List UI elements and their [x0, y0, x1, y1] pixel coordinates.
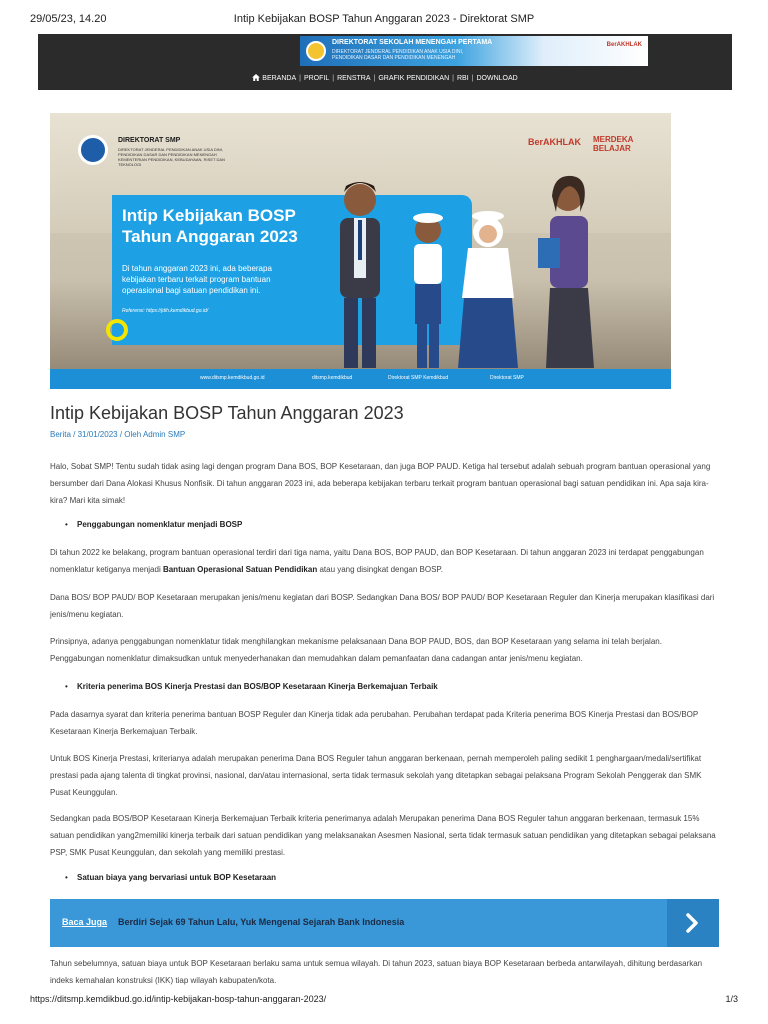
nav-item-renstra[interactable]: RENSTRA	[337, 75, 371, 82]
read-also-link[interactable]: Berdiri Sejak 69 Tahun Lalu, Yuk Mengenal Sejarah Bank Indonesia	[118, 917, 405, 927]
read-also-box[interactable]	[50, 899, 719, 947]
hero-footer-youtube: Direktorat SMP	[490, 375, 524, 381]
print-header	[0, 0, 768, 30]
hero-image	[50, 113, 671, 389]
print-page-number: 1/3	[725, 994, 738, 1004]
hero-org-name: DIREKTORAT SMP	[118, 137, 181, 144]
print-footer	[0, 994, 768, 1014]
site-header	[38, 34, 732, 90]
nav-item-beranda[interactable]	[252, 74, 296, 82]
chevron-right-icon	[667, 899, 719, 947]
paragraph-intro: Halo, Sobat SMP! Tentu sudah tidak asing lagi dengan program Dana BOS, BOP Kesetaraan, dan juga BOP PAUD. Ketiga hal tersebut adalah sebuah program bantuan operasional yang bersumber dari Dana Alokasi Khusus Nonfisik. Di tahun anggaran 2023 ini, ada beberapa kebijakan terbaru terkait program bantuan operasional bagi satuan pendidikan ini. Apa saja kira-kira? Mari kita simak!	[50, 462, 711, 505]
hero-org-subtitle: DIREKTORAT JENDERAL PENDIDIKAN ANAK USIA DINI, PENDIDIKAN DASAR DAN PENDIDIKAN MENENGAH KEMENTERIAN PENDIDIKAN, KEBUDAYAAN, RISET DAN TEKNOLOGI	[118, 147, 225, 167]
nav-item-grafik-pendidikan[interactable]: GRAFIK PENDIDIKAN	[378, 75, 450, 82]
hero-footer-website: www.ditsmp.kemdikbud.go.id	[200, 375, 265, 381]
banner-badge: BerAKHLAK	[606, 42, 642, 48]
paragraph-satuan-biaya: Tahun sebelumnya, satuan biaya untuk BOP Kesetaraan berlaku sama untuk semua wilayah. Di tahun 2023, satuan biaya BOP Kesetaraan berbeda antarwilayah, dihitung berdasarkan indeks kemahalan konstruksi (IKK) tiap wilayah kabupaten/kota.	[50, 959, 703, 985]
banner-title: DIREKTORAT SEKOLAH MENENGAH PERTAMA	[332, 39, 493, 46]
paragraph-jenis-menu: Dana BOS/ BOP PAUD/ BOP Kesetaraan merupakan jenis/menu kegiatan dari BOSP. Sedangkan Dana BOS/ BOP PAUD/ BOP Kesetaraan Reguler dan Kinerja merupakan klasifikasi dari jenis/menu kegiatan.	[50, 593, 715, 619]
article-title: Intip Kebijakan BOSP Tahun Anggaran 2023	[50, 403, 404, 423]
bullet-satuan-biaya: • Satuan biaya yang bervariasi untuk BOP Kesetaraan	[77, 873, 717, 882]
paragraph-kinerja-prestasi: Untuk BOS Kinerja Prestasi, kriterianya adalah merupakan penerima Dana BOS Reguler tahun anggaran berkenaan, pernah memperoleh paling sedikit 1 penghargaan/medali/sertifikat prestasi pada ajang talenta di tingkat provinsi, nasional, dan/atau internasional, serta tidak termasuk sekolah yang ditetapkan sebagai pelaksana Program Sekolah Penggerak dan SMK Pusat Keunggulan.	[50, 754, 702, 797]
print-date: 29/05/23, 14.20	[30, 13, 107, 25]
hero-footer-instagram: ditsmp.kemdikbud	[312, 375, 353, 381]
print-title: Intip Kebijakan BOSP Tahun Anggaran 2023 - Direktorat SMP	[233, 13, 535, 25]
print-url: https://ditsmp.kemdikbud.go.id/intip-kebijakan-bosp-tahun-anggaran-2023/	[30, 994, 327, 1004]
nav-label: BERANDA	[262, 75, 297, 82]
nav-item-download[interactable]: DOWNLOAD	[476, 75, 518, 82]
nav-item-profil[interactable]: PROFIL	[303, 75, 330, 82]
site-banner[interactable]	[300, 36, 648, 66]
bullet-kriteria: • Kriteria penerima BOS Kinerja Prestasi dan BOS/BOP Kesetaraan Kinerja Berkemajuan Terbaik	[77, 682, 717, 691]
read-also-label[interactable]: Baca Juga	[62, 917, 108, 927]
tut-wuri-logo-icon	[306, 41, 326, 61]
merdeka-belajar-logo: MERDEKA BELAJAR	[593, 135, 634, 153]
hero-reference: Referensi: https://jdih.kemdikbud.go.id/	[122, 308, 209, 314]
hero-title: Intip Kebijakan BOSP Tahun Anggaran 2023	[122, 206, 298, 246]
paragraph-berkemajuan: Sedangkan pada BOS/BOP Kesetaraan Kinerja Berkemajuan Terbaik kriteria penerimanya adalah Merupakan penerima Dana BOS Reguler tahun anggaran berkenaan, termasuk 15% satuan pendidikan yang2memiliki kinerja terbaik dari satuan pendidikan yang melaksanakan Asesmen Nasional, serta tidak termasuk satuan pendidikan yang ditetapkan sebagai pelaksana PSP, SMK Pusat Keunggulan, dan sekolah yang memiliki prestasi.	[50, 814, 716, 857]
article-meta[interactable]: Berita / 31/01/2023 / Oleh Admin SMP	[50, 430, 186, 439]
berakhlak-logo: BerAKHLAK	[528, 137, 582, 147]
nav-item-rbi[interactable]: RBI	[456, 75, 469, 82]
decorative-ring-icon	[106, 319, 128, 341]
bullet-penggabungan: • Penggabungan nomenklatur menjadi BOSP	[77, 520, 717, 529]
main-nav: BERANDA | PROFIL | RENSTRA | GRAFIK PENDIDIKAN | RBI | DOWNLOAD	[38, 74, 732, 82]
kemdikbud-logo-icon	[78, 135, 108, 165]
paragraph-penggabungan: Di tahun 2022 ke belakang, program bantuan operasional terdiri dari tiga nama, yaitu Dana BOS, BOP PAUD, dan BOP Kesetaraan. Di tahun anggaran 2023 ini terdapat penggabungan nomenklatur ketiganya menjadi Bantuan Operasional Satuan Pendidikan atau yang disingkat dengan BOSP.	[50, 548, 704, 574]
hero-footer-facebook: Direktorat SMP Kemdikbud	[388, 375, 449, 381]
hero-social-bar	[50, 369, 671, 389]
hero-text: Di tahun anggaran 2023 ini, ada beberapa kebijakan terbaru terkait program bantuan operasional bagi satuan pendidikan ini.	[122, 264, 272, 295]
read-also-arrow-button[interactable]	[667, 899, 719, 947]
paragraph-prinsipnya: Prinsipnya, adanya penggabungan nomenklatur tidak menghilangkan mekanisme pelaksanaan Dana BOP PAUD, BOS, dan BOP Kesetaraan yang selama ini telah berjalan. Penggabungan nomenklatur dimaksudkan untuk menyederhanakan dan memudahkan dalam pemanfaatan dana cadangan antar jenis/menu kegiatan.	[50, 637, 662, 663]
home-icon	[252, 74, 260, 81]
banner-subtitle: DIREKTORAT JENDERAL PENDIDIKAN ANAK USIA DINI, PENDIDIKAN DASAR DAN PENDIDIKAN MENENGAH	[332, 49, 464, 61]
illustration-people	[318, 168, 618, 373]
paragraph-syarat: Pada dasarnya syarat dan kriteria penerima bantuan BOSP Reguler dan Kinerja tidak ada perubahan. Perubahan terdapat pada Kriteria penerima BOS Kinerja Prestasi dan BOS/BOP Kesetaraan Kinerja Berkemajuan Terbaik.	[50, 710, 699, 736]
